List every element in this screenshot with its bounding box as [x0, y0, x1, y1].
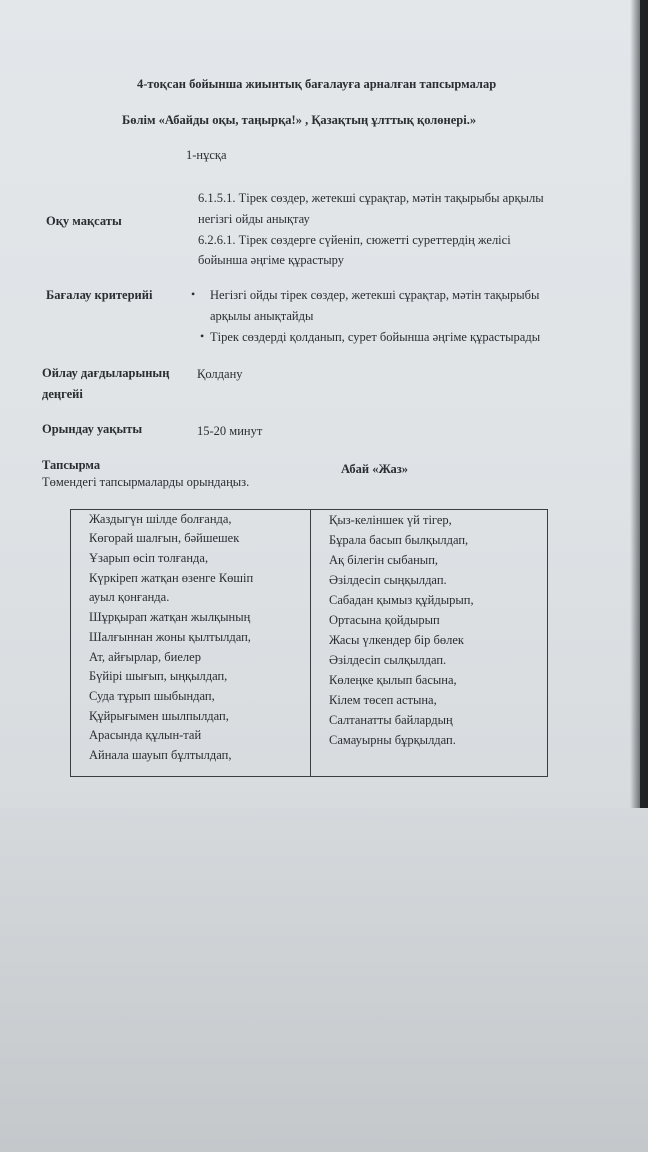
poem-line-right: Көлеңке қылып басына,: [329, 673, 457, 687]
learning-goal-line: негізгі ойды анықтау: [198, 212, 310, 226]
poem-line-left: Көгорай шалғын, бәйшешек: [89, 531, 240, 545]
poem-line-right: Әзілдесіп сылқылдап.: [329, 653, 447, 667]
poem-line-right: Салтанатты байлардың: [329, 713, 453, 727]
poem-line-left: Айнала шауып бұлтылдап,: [89, 748, 232, 762]
poem-line-left: Шалғыннан жоны қылтылдап,: [89, 630, 251, 644]
criteria-item: Тірек сөздерді қолданып, сурет бойынша әңгіме құрастырады: [210, 330, 541, 344]
poem-line-left: Ат, айғырлар, биелер: [89, 650, 201, 664]
column-divider: [310, 510, 311, 776]
poem-line-left: Бүйірі шығып, ыңқылдап,: [89, 669, 228, 683]
variant-label: 1-нұсқа: [186, 148, 227, 162]
page-bottom-area: [0, 808, 648, 1152]
poem-table: [70, 509, 548, 777]
poem-line-left: Шұрқырап жатқан жылқының: [89, 610, 251, 624]
thinking-level-value: Қолдану: [197, 367, 243, 381]
bullet-marker: •: [191, 287, 196, 301]
criteria-label: Бағалау критерийі: [46, 288, 153, 302]
learning-goal-line: 6.2.6.1. Тірек сөздерге сүйеніп, сюжетті суреттердің желісі: [198, 233, 511, 247]
poem-line-right: Сабадан қымыз құйдырып,: [329, 593, 474, 607]
page-edge-shadow: [630, 0, 648, 808]
poem-line-right: Кілем төсеп астына,: [329, 693, 437, 707]
poem-line-left: Арасында құлын-тай: [89, 728, 202, 742]
poem-title: Абай «Жаз»: [341, 462, 409, 476]
bullet-marker: •: [200, 329, 205, 343]
poem-line-right: Жасы үлкендер бір бөлек: [329, 633, 464, 647]
learning-goal-line: 6.1.5.1. Тірек сөздер, жетекші сұрақтар, мәтін тақырыбы арқылы: [198, 191, 544, 205]
thinking-level-label: Ойлау дағдыларының: [42, 366, 170, 380]
poem-line-right: Самауырны бұрқылдап.: [329, 733, 456, 747]
time-value: 15-20 минут: [197, 424, 263, 438]
document-title: 4-тоқсан бойынша жиынтық бағалауға арналған тапсырмалар: [137, 77, 497, 91]
criteria-item-continued: арқылы анықтайды: [210, 309, 314, 323]
poem-line-left: Ұзарып өсіп толғанда,: [89, 551, 209, 565]
poem-line-left: ауыл қонғанда.: [89, 590, 170, 604]
task-instruction: Төмендегі тапсырмаларды орындаңыз.: [42, 475, 250, 489]
thinking-level-label-continued: деңгейі: [42, 387, 83, 401]
poem-line-right: Әзілдесіп сыңқылдап.: [329, 573, 447, 587]
learning-goal-line: бойынша әңгіме құрастыру: [198, 253, 344, 267]
time-label: Орындау уақыты: [42, 422, 143, 436]
section-title: Бөлім «Абайды оқы, таңырқа!» , Қазақтың ұлттық қолөнері.»: [122, 113, 477, 127]
poem-line-right: Бұрала басып былқылдап,: [329, 533, 469, 547]
poem-line-right: Қыз-келіншек үй тігер,: [329, 513, 452, 527]
task-label: Тапсырма: [42, 458, 101, 472]
criteria-item: Негізгі ойды тірек сөздер, жетекші сұрақтар, мәтін тақырыбы: [210, 288, 540, 302]
poem-line-left: Күркіреп жатқан өзенге Көшіп: [89, 571, 254, 585]
poem-line-right: Ортасына қойдырып: [329, 613, 440, 627]
poem-line-left: Жаздыгүн шілде болғанда,: [89, 512, 232, 526]
poem-line-right: Ақ білегін сыбанып,: [329, 553, 439, 567]
learning-goals-label: Оқу мақсаты: [46, 214, 122, 228]
poem-line-left: Суда тұрып шыбындап,: [89, 689, 215, 703]
poem-line-left: Құйрығымен шылпылдап,: [89, 709, 229, 723]
